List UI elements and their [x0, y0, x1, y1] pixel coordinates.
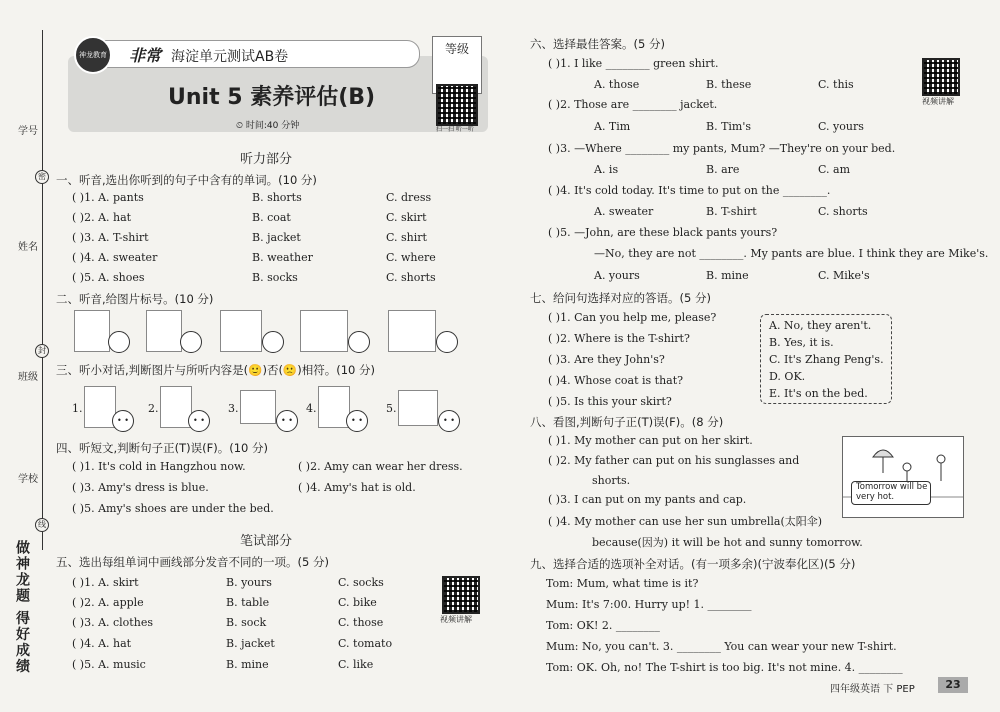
dialogue-line: Mum: It's 7:00. Hurry up! 1. ________: [546, 598, 752, 611]
slogan: 做神龙题 得好成绩: [14, 540, 30, 675]
smile-face-icon[interactable]: • •: [188, 410, 210, 432]
answer-circle[interactable]: [108, 331, 130, 353]
dialogue-line: Tom: OK! 2. ________: [546, 619, 660, 632]
qr-caption: 视频讲解: [922, 97, 954, 106]
list-item: ( )2. My father can put on his sunglasses and: [548, 454, 800, 467]
qr-caption: 视频讲解: [440, 615, 472, 624]
list-item: B. shorts: [252, 191, 302, 204]
list-item: ( )4. Amy's hat is old.: [298, 481, 416, 494]
picture: [74, 310, 110, 352]
listening-heading: 听力部分: [240, 152, 293, 167]
list-item: C. like: [338, 658, 374, 671]
answer-options-box: [760, 314, 892, 404]
section-7-title: 七、给问句选择对应的答语。(5 分): [530, 291, 711, 305]
picture: [300, 310, 348, 352]
list-item: ( )2. A. apple: [72, 596, 144, 609]
picture: [220, 310, 262, 352]
option-item: E. It's on the bed.: [769, 387, 868, 400]
list-item: C. skirt: [386, 211, 427, 224]
list-item: ( )3. I can put on my pants and cap.: [548, 493, 747, 506]
qr-code-icon[interactable]: [436, 84, 478, 126]
list-item: ( )3. A. T-shirt: [72, 231, 149, 244]
list-item: C. tomato: [338, 637, 393, 650]
header-banner: [68, 36, 488, 136]
section-1-title: 一、听音,选出你听到的句子中含有的单词。(10 分): [56, 173, 317, 187]
list-item: C. where: [386, 251, 436, 264]
list-item: ( )5. A. music: [72, 658, 146, 671]
list-item: ( )1. I like ________ green shirt.: [548, 57, 719, 70]
binding-margin: [0, 0, 50, 712]
publisher-logo: 神龙教育: [74, 36, 112, 74]
list-item: ( )1. My mother can put on her skirt.: [548, 434, 753, 447]
qr-caption: 扫一扫 听一听: [436, 126, 474, 133]
list-item: B. sock: [226, 616, 267, 629]
exam-page: 学号 姓名 班级 学校 密 封 线 做神龙题 得好成绩 非常 海淀单元测试AB卷 神龙教育 Unit 5 素养评估(B) ⏲ 时间:40 分钟 等级 扫一扫 听一听 听力部分 一、听音,选出你听到的句子中含有的单词。(10 分) ( )1. A. pants B. shorts C. dress ( )2. A. hat B. coat C. skirt ( )3. A. T-shirt B. jacket C. shirt ( )4. A. sweater B. weather C. where ( )5. A. shoes B. socks C. shorts 二、听音,给图片标号。(10 分) 三、听小对话,判断图片与所听内容是(🙂)否(🙁)相符。(10 分) 1. • • 2. • • 3. • • 4. • • 5. • • 四、听短文,判断句子正(T)误(F)。(10 分) ( )1. It's cold in Hangzhou now. ( )2. Amy can wear her dress. ( )3. Amy's dress is blue. ( )4. Amy's hat is old. ( )5. Amy's shoes are under the bed. 笔试部分 五、选出每组单词中画线部分发音不同的一项。(5 分) ( )1. A. skirt B. yours C. socks ( )2. A. apple B. table C. bike ( )3. A. clothes B. sock C. those ( )4. A. hat B. jacket C. tomato ( )5. A. music B. mine C. like 视频讲解 六、选择最佳答案。(5 分) 视频讲解 ( )1. I like ________ green shirt. A. those B. these C. this ( )2. Those are ________ jacket. A. Tim B. Tim's C. yours ( )3. —Where ________ my pants, Mum? —They're on your bed. A. is B. are C. am ( )4. It's cold today. It's time to put on the ________. A. sweater B. T-shirt C. shorts ( )5. —John, are these black pants yours? —No, they are not ________. My pants are blue. I think they are Mike's. A. yours B. mine C. Mike's 七、给问句选择对应的答语。(5 分) ( )1. Can you help me, please? ( )2. Where is the T-shirt? ( )3. Are they John's? ( )4. Whose coat is that? ( )5. Is this your skirt? A. No, they aren't. B. Yes, it is. C. It's Zhang Peng's. D. OK. E. It's on the bed. 八、看图,判断句子正(T)误(F)。(8 分) ( )1. My mother can put on her skirt. ( )2. My father can put on his sunglasses and shorts. ( )3. I can put on my pants and cap. ( )4. My mother can use her sun umbrella(太阳伞) because(因为) it will be hot and sunny tomorrow. Tomorrow will be very hot. 九、选择合适的选项补全对话。(有一项多余)(宁波奉化区)(5 分) Tom: Mum, what time is it? Mum: It's 7:00. Hurry up! 1. ________ Tom: OK! 2. ________ Mum: No, you can't. 3. ________ You can wear your new T-shirt. Tom: OK. Oh, no! The T-shirt is too big. It's not mine. 4. ________ 四年级英语 下 PEP 23: [0, 0, 1000, 712]
brand: 非常: [129, 46, 162, 65]
list-item: ( )1. It's cold in Hangzhou now.: [72, 460, 246, 473]
picture: [240, 390, 276, 424]
list-item: ( )4. My mother can use her sun umbrella(太阳伞): [548, 515, 823, 528]
list-item: ( )3. Are they John's?: [548, 353, 665, 366]
section-4-title: 四、听短文,判断句子正(T)误(F)。(10 分): [56, 441, 269, 455]
answer-circle[interactable]: [348, 331, 370, 353]
list-item: ( )3. —Where ________ my pants, Mum? —They're on your bed.: [548, 142, 896, 155]
dialogue-line: Tom: Mum, what time is it?: [546, 577, 699, 590]
weather-scene-picture: [842, 436, 964, 518]
list-item: B. table: [226, 596, 270, 609]
list-item: B. jacket: [252, 231, 301, 244]
seal-mark: 密: [35, 170, 49, 184]
list-item: B. yours: [226, 576, 272, 589]
student-id-label: 学号: [18, 126, 38, 137]
clock-icon: ⏲: [236, 121, 246, 131]
section-9-title: 九、选择合适的选项补全对话。(有一项多余)(宁波奉化区)(5 分): [530, 557, 856, 571]
list-item: ( )4. Whose coat is that?: [548, 374, 684, 387]
dialogue-line: Tom: OK. Oh, no! The T-shirt is too big. It's not mine. 4. ________: [546, 661, 903, 674]
list-item: C. shirt: [386, 231, 427, 244]
section-3-title: 三、听小对话,判断图片与所听内容是(🙂)否(🙁)相符。(10 分): [56, 363, 375, 377]
list-item: ( )5. A. shoes: [72, 271, 145, 284]
list-item: ( )2. A. hat: [72, 211, 132, 224]
option-item: A. No, they aren't.: [769, 319, 872, 332]
section-5-title: 五、选出每组单词中画线部分发音不同的一项。(5 分): [56, 555, 329, 569]
list-item: ( )1. A. pants: [72, 191, 144, 204]
dialogue-line: Mum: No, you can't. 3. ________ You can wear your new T-shirt.: [546, 640, 897, 653]
picture: [398, 390, 438, 426]
grade-label: 等级: [444, 42, 469, 56]
list-item: B. socks: [252, 271, 298, 284]
seal-mark: 线: [35, 518, 49, 532]
answer-circle[interactable]: [436, 331, 458, 353]
section-2-title: 二、听音,给图片标号。(10 分): [56, 292, 214, 306]
list-item: B. weather: [252, 251, 313, 264]
section-6-title: 六、选择最佳答案。(5 分): [530, 37, 665, 51]
qr-code-icon[interactable]: [442, 576, 480, 614]
list-item: B. coat: [252, 211, 291, 224]
time-limit: ⏲ 时间:40 分钟: [236, 121, 300, 131]
list-item: C. those: [338, 616, 384, 629]
smile-face-icon[interactable]: • •: [438, 410, 460, 432]
list-item: ( )2. Those are ________ jacket.: [548, 98, 718, 111]
class-label: 班级: [18, 372, 38, 383]
list-item: ( )2. Amy can wear her dress.: [298, 460, 463, 473]
option-item: C. It's Zhang Peng's.: [769, 353, 884, 366]
speech-bubble: Tomorrow will be very hot.: [851, 481, 931, 505]
seal-mark: 封: [35, 344, 49, 358]
picture: [388, 310, 436, 352]
list-item: ( )1. Can you help me, please?: [548, 311, 717, 324]
page-title: Unit 5 素养评估(B): [168, 85, 376, 110]
smile-face-icon[interactable]: • •: [276, 410, 298, 432]
smile-face-icon[interactable]: • •: [346, 410, 368, 432]
cut-line: [42, 30, 43, 550]
series-name: 海淀单元测试AB卷: [171, 49, 289, 65]
school-label: 学校: [18, 474, 38, 485]
list-item: C. dress: [386, 191, 432, 204]
list-item: ( )2. Where is the T-shirt?: [548, 332, 690, 345]
list-item: ( )3. Amy's dress is blue.: [72, 481, 209, 494]
list-item: ( )5. Amy's shoes are under the bed.: [72, 502, 274, 515]
qr-code-icon[interactable]: [922, 58, 960, 96]
option-item: D. OK.: [769, 370, 806, 383]
list-item: ( )4. A. hat: [72, 637, 132, 650]
list-item: ( )5. —John, are these black pants yours?: [548, 226, 778, 239]
picture: [146, 310, 182, 352]
list-item: ( )4. It's cold today. It's time to put on the ________.: [548, 184, 831, 197]
list-item: C. socks: [338, 576, 384, 589]
list-item: ( )3. A. clothes: [72, 616, 153, 629]
book-label: 四年级英语 下 PEP: [830, 684, 915, 695]
answer-circle[interactable]: [262, 331, 284, 353]
option-item: B. Yes, it is.: [769, 336, 834, 349]
umbrella-icon: [843, 437, 963, 517]
list-item: C. bike: [338, 596, 377, 609]
smile-face-icon[interactable]: • •: [112, 410, 134, 432]
list-item: B. jacket: [226, 637, 275, 650]
writing-heading: 笔试部分: [240, 534, 293, 549]
page-number: 23: [938, 677, 968, 693]
answer-circle[interactable]: [180, 331, 202, 353]
list-item: ( )4. A. sweater: [72, 251, 158, 264]
list-item: B. mine: [226, 658, 269, 671]
list-item: ( )1. A. skirt: [72, 576, 139, 589]
list-item: ( )5. Is this your skirt?: [548, 395, 672, 408]
name-label: 姓名: [18, 242, 38, 253]
section-8-title: 八、看图,判断句子正(T)误(F)。(8 分): [530, 415, 724, 429]
list-item: C. shorts: [386, 271, 436, 284]
